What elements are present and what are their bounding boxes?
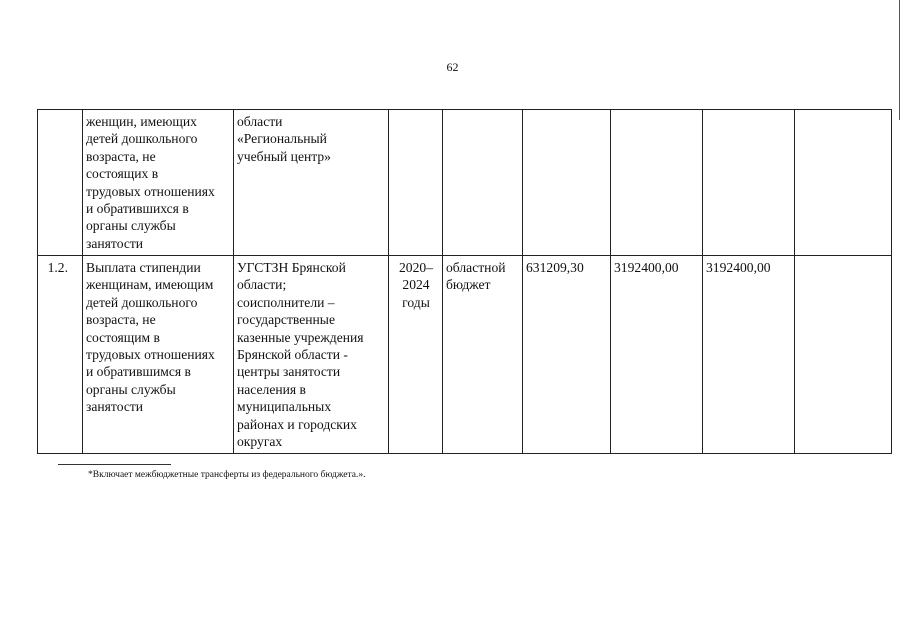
table-row	[38, 110, 892, 256]
measure-name: женщин, имеющих детей дошкольного возраста, не состоящих в трудовых отношениях и обратившихся в органы службы занятости	[83, 110, 234, 256]
amount-year-3: 3192400,00	[703, 256, 795, 454]
measure-name: Выплата стипендии женщинам, имеющим детей дошкольного возраста, не состоящим в трудовых отношениях и обратившимся в органы службы занятости	[83, 256, 234, 454]
amount-year-2	[611, 110, 703, 256]
amount-year-4	[795, 256, 892, 454]
period	[389, 110, 443, 256]
period: 2020– 2024 годы	[389, 256, 443, 454]
page-number: 62	[446, 60, 459, 74]
amount-year-1: 631209,30	[523, 256, 611, 454]
program-table	[37, 109, 892, 454]
footnote-separator	[58, 464, 171, 465]
amount-year-3	[703, 110, 795, 256]
row-number	[38, 110, 83, 256]
funding-source: областной бюджет	[443, 256, 523, 454]
executor: УГСТЗН Брянской области; соисполнители – государственные казенные учреждения Брянской области - центры занятости населения в муниципальных районах и городских округах	[234, 256, 389, 454]
footnote: *Включает межбюджетные трансферты из федерального бюджета.».	[88, 470, 366, 480]
amount-year-1	[523, 110, 611, 256]
right-margin-rule	[899, 0, 900, 120]
amount-year-2: 3192400,00	[611, 256, 703, 454]
executor: области «Региональный учебный центр»	[234, 110, 389, 256]
table-row	[38, 256, 892, 454]
funding-source	[443, 110, 523, 256]
row-number: 1.2.	[38, 256, 83, 454]
amount-year-4	[795, 110, 892, 256]
